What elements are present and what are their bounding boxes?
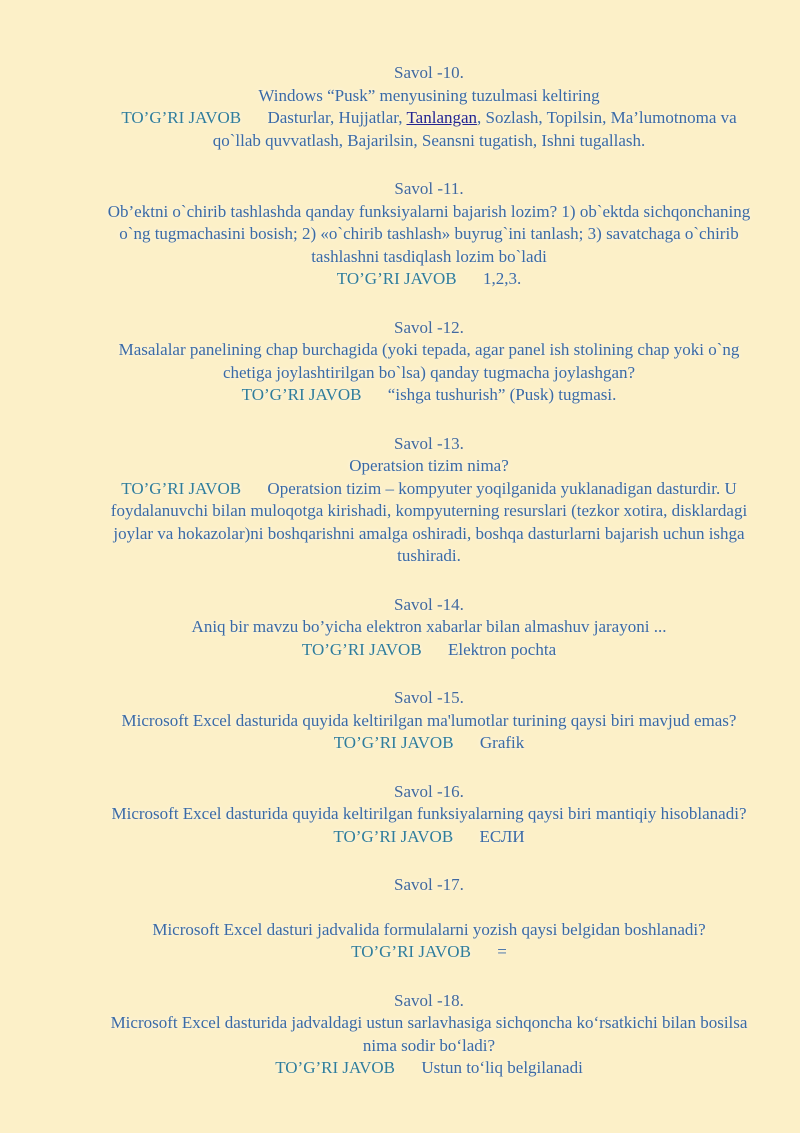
answer-line [96, 384, 762, 407]
correct-answer-label: TO’G’RI JAVOB [351, 942, 471, 961]
answer-line [96, 107, 762, 152]
question-text: Windows “Pusk” menyusining tuzulmasi keltiring [258, 85, 600, 105]
answer-line [96, 941, 762, 964]
answer-text: Ustun to‘liq belgilanadi [421, 1058, 583, 1077]
answer-line [96, 478, 762, 568]
answer-text: ЕСЛИ [479, 826, 525, 846]
correct-answer-label: TO’G’RI JAVOB [333, 826, 454, 846]
answer-text: Elektron pochta [448, 639, 557, 659]
answer-text: = [497, 942, 507, 961]
section-title: Savol -13. [394, 433, 464, 453]
correct-answer-label: TO’G’RI JAVOB [121, 108, 242, 127]
savol-12-section [96, 317, 762, 407]
tanlangan-link[interactable]: Tanlangan [406, 108, 478, 127]
question-text: Microsoft Excel dasturida quyida keltirilgan funksiyalarning qaysi biri mantiqiy hisoblanadi? [111, 804, 747, 823]
question-text: Aniq bir mavzu bo’yicha elektron xabarlar bilan almashuv jarayoni ... [191, 617, 667, 636]
answer-text: 1,2,3. [482, 269, 522, 288]
correct-answer-label: TO’G’RI JAVOB [275, 1058, 395, 1077]
savol-17-section [96, 874, 762, 964]
question-text: Microsoft Excel dasturi jadvalida formulalarni yozish qaysi belgidan boshlanadi? [152, 919, 706, 939]
answer-line [96, 826, 762, 849]
savol-18-section [96, 990, 762, 1080]
savol-13-section [96, 433, 762, 568]
answer-text: “ishga tushurish” (Pusk) tugmasi. [387, 385, 617, 404]
savol-15-section [96, 687, 762, 755]
correct-answer-label: TO’G’RI JAVOB [241, 385, 362, 404]
correct-answer-label: TO’G’RI JAVOB [336, 269, 457, 288]
question-text: Microsoft Excel dasturida quyida keltirilgan ma'lumotlar turining qaysi biri mavjud emas? [121, 710, 737, 730]
savol-16-section [96, 781, 762, 849]
question-text: Operatsion tizim nima? [349, 456, 509, 475]
section-title: Savol -15. [394, 688, 464, 707]
answer-line [96, 268, 762, 291]
savol-14-section [96, 594, 762, 662]
answer-text: Operatsion tizim – kompyuter yoqilganida yuklanadigan dasturdir. U foydalanuvchi bilan muloqotga kirishadi, kompyuterning resurslari (tezkor xotira, disklardagi joylar va hokazolar)ni boshqarishni amalga oshiradi, boshqa dasturlarni bajarish uchun ishga tushiradi. [110, 478, 748, 565]
answer-line [96, 1057, 762, 1080]
question-text: Ob’ektni o`chirib tashlashda qanday funksiyalarni bajarish lozim? 1) ob`ektda sichqonchaning o`ng tugmachasini bosish; 2) «o`chirib tashlash» buyrug`ini tanlash; 3) savatchaga o`chirib tashlashni tasdiqlash lozim bo`ladi [107, 201, 751, 266]
section-title: Savol -18. [394, 990, 464, 1010]
answer-line [96, 639, 762, 662]
section-title: Savol -11. [394, 179, 464, 198]
correct-answer-label: TO’G’RI JAVOB [333, 733, 454, 752]
answer-text: Grafik [479, 733, 525, 752]
savol-10-section [96, 62, 762, 152]
correct-answer-label: TO’G’RI JAVOB [301, 639, 422, 659]
section-title: Savol -14. [394, 594, 464, 614]
question-text: Masalalar panelining chap burchagida (yoki tepada, agar panel ish stolining chap yoki o`ng chetiga joylashtirilgan bo`lsa) qanday tugmacha joylashgan? [118, 340, 740, 382]
section-title: Savol -12. [394, 317, 464, 337]
answer-text-post: , Sozlash, Topilsin, Ma’lumotnoma va qo`llab quvvatlash, Bajarilsin, Seansni tugatish, Ishni tugallash. [212, 108, 737, 150]
section-title: Savol -17. [394, 875, 464, 894]
question-text: Microsoft Excel dasturida jadvaldagi ustun sarlavhasiga sichqoncha ko‘rsatkichi bilan bosilsa nima sodir bo‘ladi? [110, 1013, 748, 1055]
savol-11-section [96, 178, 762, 291]
answer-text-pre: Dasturlar, Hujjatlar, [267, 108, 407, 127]
section-title: Savol -10. [394, 63, 464, 82]
section-title: Savol -16. [394, 781, 464, 801]
correct-answer-label: TO’G’RI JAVOB [121, 478, 242, 498]
answer-line [96, 732, 762, 755]
